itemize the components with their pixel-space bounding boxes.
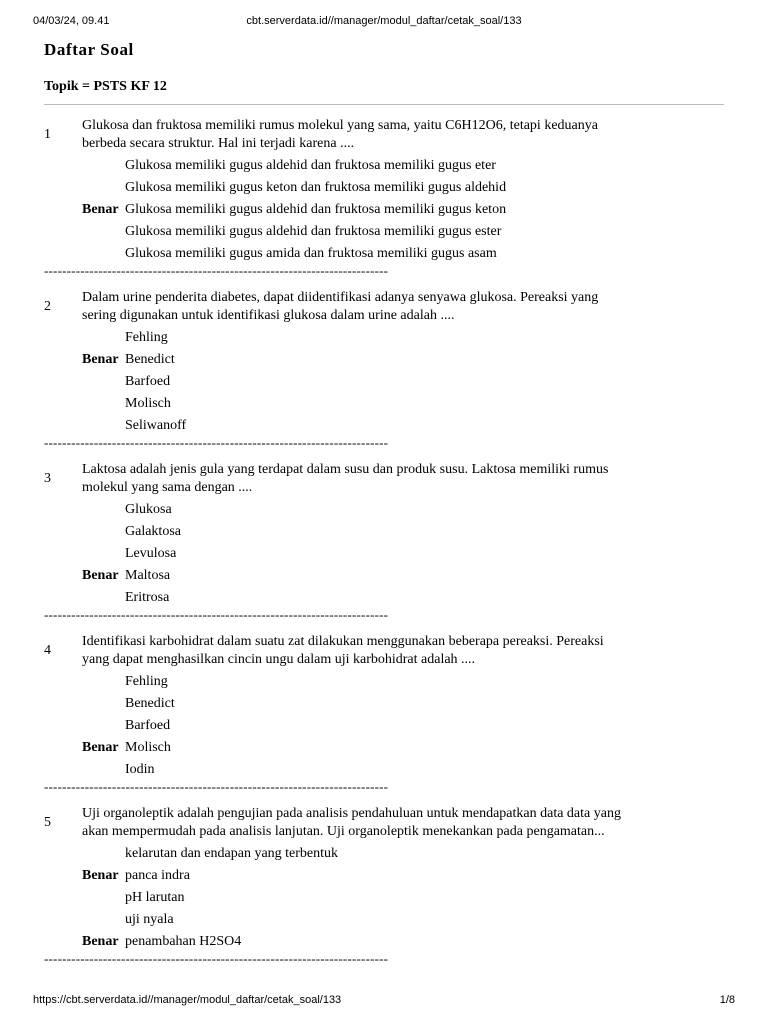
answer-option-text: Barfoed (125, 718, 171, 733)
answer-option-text: uji nyala (125, 912, 174, 927)
correct-answer-mark (44, 179, 125, 197)
question-head (44, 633, 724, 669)
answer-option (44, 695, 724, 713)
correct-answer-mark (44, 373, 125, 391)
answer-option-text: Seliwanoff (125, 418, 187, 433)
question-head (44, 289, 724, 325)
correct-answer-mark (44, 889, 125, 907)
answer-option (44, 157, 724, 175)
answer-option (44, 351, 724, 369)
answer-option (44, 911, 724, 929)
question-list (44, 117, 724, 977)
answer-option (44, 933, 724, 951)
answer-option (44, 201, 724, 219)
answer-option (44, 395, 724, 413)
question-text: Laktosa adalah jenis gula yang terdapat dalam susu dan produk susu. Laktosa memiliki rumus molekul yang sama dengan .... (82, 462, 609, 495)
question-item (44, 805, 724, 965)
answer-option-text: Maltosa (125, 568, 171, 583)
question-separator: ---------------------------------------------------------------------------- (44, 609, 389, 621)
page-title: Daftar Soal (44, 40, 134, 59)
answer-option-text: Eritrosa (125, 590, 170, 605)
question-number: 2 (44, 299, 51, 314)
question-number: 1 (44, 127, 51, 142)
question-number: 4 (44, 643, 51, 658)
question-text: Uji organoleptik adalah pengujian pada analisis pendahuluan untuk mendapatkan data data yang akan mempermudah pada analisis lanjutan. Uji organoleptik menekankan pada pengamatan... (82, 806, 621, 839)
answer-option-text: Molisch (125, 396, 171, 411)
correct-answer-mark: Benar (82, 568, 119, 583)
question-separator: ---------------------------------------------------------------------------- (44, 781, 389, 793)
correct-answer-mark (44, 845, 125, 863)
answer-options (44, 329, 724, 435)
answer-option-text: Benedict (125, 352, 175, 367)
question-head (44, 461, 724, 497)
correct-answer-mark (44, 673, 125, 691)
answer-option (44, 567, 724, 585)
topic-divider (44, 104, 724, 105)
answer-option (44, 739, 724, 757)
correct-answer-mark (44, 417, 125, 435)
correct-answer-mark (44, 329, 125, 347)
question-text: Dalam urine penderita diabetes, dapat diidentifikasi adanya senyawa glukosa. Pereaksi yang sering digunakan untuk identifikasi glukosa dalam urine adalah .... (82, 290, 599, 323)
answer-option-text: Glukosa memiliki gugus aldehid dan fruktosa memiliki gugus keton (125, 202, 507, 217)
question-number: 3 (44, 471, 51, 486)
answer-options (44, 157, 724, 263)
answer-option-text: Glukosa memiliki gugus keton dan fruktosa memiliki gugus aldehid (125, 180, 507, 195)
correct-answer-mark (44, 695, 125, 713)
answer-option (44, 761, 724, 779)
answer-options (44, 845, 724, 951)
answer-option-text: Barfoed (125, 374, 171, 389)
answer-option-text: pH larutan (125, 890, 185, 905)
correct-answer-mark (44, 589, 125, 607)
answer-option-text: Galaktosa (125, 524, 181, 539)
question-item (44, 633, 724, 793)
answer-option-text: penambahan H2SO4 (125, 934, 242, 949)
print-header-url: cbt.serverdata.id//manager/modul_daftar/cetak_soal/133 (246, 15, 522, 27)
answer-option (44, 223, 724, 241)
answer-option (44, 867, 724, 885)
answer-option (44, 329, 724, 347)
question-separator: ---------------------------------------------------------------------------- (44, 437, 389, 449)
correct-answer-mark (44, 395, 125, 413)
question-text: Identifikasi karbohidrat dalam suatu zat dilakukan menggunakan beberapa pereaksi. Pereaksi yang dapat menghasilkan cincin ungu dalam uji karbohidrat adalah .... (82, 634, 604, 667)
answer-option (44, 501, 724, 519)
print-footer-url: https://cbt.serverdata.id//manager/modul_daftar/cetak_soal/133 (33, 994, 342, 1006)
answer-option-text: Glukosa (125, 502, 172, 517)
answer-option (44, 717, 724, 735)
answer-option-text: Levulosa (125, 546, 177, 561)
correct-answer-mark: Benar (82, 202, 119, 217)
question-item (44, 289, 724, 449)
correct-answer-mark (44, 501, 125, 519)
answer-option-text: Glukosa memiliki gugus aldehid dan fruktosa memiliki gugus eter (125, 158, 496, 173)
correct-answer-mark (44, 223, 125, 241)
answer-option (44, 673, 724, 691)
correct-answer-mark: Benar (82, 740, 119, 755)
question-head (44, 805, 724, 841)
answer-option-text: Iodin (125, 762, 155, 777)
correct-answer-mark (44, 911, 125, 929)
answer-option-text: Fehling (125, 674, 168, 689)
question-item (44, 461, 724, 621)
answer-option (44, 373, 724, 391)
answer-options (44, 673, 724, 779)
question-head (44, 117, 724, 153)
answer-option (44, 545, 724, 563)
answer-option-text: panca indra (125, 868, 190, 883)
correct-answer-mark (44, 717, 125, 735)
correct-answer-mark: Benar (82, 868, 119, 883)
answer-option-text: Benedict (125, 696, 175, 711)
answer-option (44, 417, 724, 435)
question-number: 5 (44, 815, 51, 830)
answer-option-text: Fehling (125, 330, 168, 345)
answer-option-text: kelarutan dan endapan yang terbentuk (125, 846, 339, 861)
question-separator: ---------------------------------------------------------------------------- (44, 953, 389, 965)
correct-answer-mark (44, 761, 125, 779)
correct-answer-mark: Benar (82, 352, 119, 367)
correct-answer-mark (44, 545, 125, 563)
question-text: Glukosa dan fruktosa memiliki rumus molekul yang sama, yaitu C6H12O6, tetapi keduanya berbeda secara struktur. Hal ini terjadi karena .... (82, 118, 598, 151)
question-item (44, 117, 724, 277)
correct-answer-mark (44, 157, 125, 175)
correct-answer-mark: Benar (82, 934, 119, 949)
answer-option (44, 179, 724, 197)
print-datetime: 04/03/24, 09.41 (33, 15, 110, 27)
answer-option (44, 523, 724, 541)
answer-option (44, 589, 724, 607)
correct-answer-mark (44, 523, 125, 541)
answer-option (44, 245, 724, 263)
page-number: 1/8 (719, 994, 735, 1006)
answer-option-text: Glukosa memiliki gugus amida dan fruktosa memiliki gugus asam (125, 246, 497, 261)
answer-options (44, 501, 724, 607)
answer-option (44, 845, 724, 863)
answer-option-text: Molisch (125, 740, 171, 755)
answer-option-text: Glukosa memiliki gugus aldehid dan fruktosa memiliki gugus ester (125, 224, 502, 239)
question-separator: ---------------------------------------------------------------------------- (44, 265, 389, 277)
answer-option (44, 889, 724, 907)
topic-heading: Topik = PSTS KF 12 (44, 79, 167, 94)
correct-answer-mark (44, 245, 125, 263)
